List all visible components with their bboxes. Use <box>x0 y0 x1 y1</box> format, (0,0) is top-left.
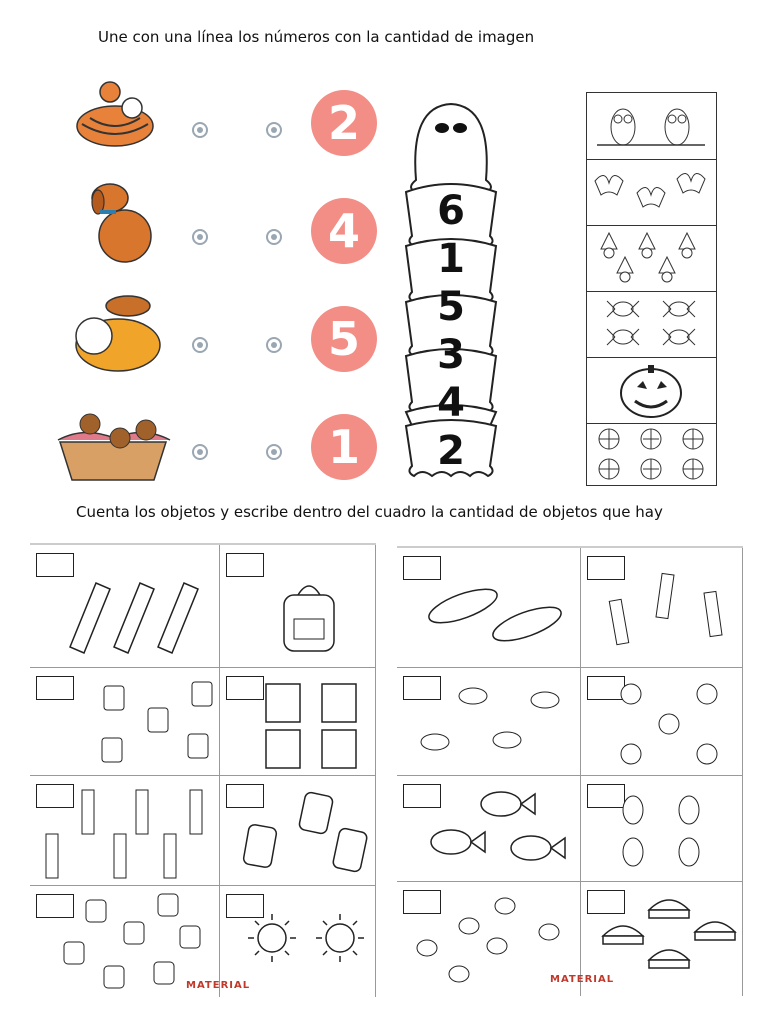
spiders-panel <box>587 291 716 358</box>
count-instruction: Cuenta los objetos y escribe dentro del cuadro la cantidad de objetos que hay <box>76 503 663 521</box>
teddy-bear-icon <box>615 676 735 772</box>
match-dot-right-4[interactable] <box>266 444 282 460</box>
number-circle: 5 <box>311 306 377 372</box>
witch-icon <box>587 225 715 289</box>
mouse-icon <box>615 790 725 874</box>
count-cell-teddy-bears <box>581 668 743 776</box>
count-cell-backpack <box>220 545 376 668</box>
bat-icon <box>587 159 715 223</box>
ghost-number: 6 <box>437 188 465 234</box>
pumpkin-icon <box>587 357 715 421</box>
match-instruction: Une con una línea los números con la cantidad de imagen <box>98 28 535 46</box>
count-cell-pencils <box>30 545 220 668</box>
count-grid-right <box>397 546 743 996</box>
fish-icon <box>427 786 577 876</box>
material-logo: MATERIAL <box>550 974 615 985</box>
backpack-icon <box>58 892 218 994</box>
answer-box[interactable] <box>36 553 74 577</box>
book-icon <box>260 678 372 770</box>
count-cell-rulers <box>30 776 220 886</box>
cat-on-cat-illustration <box>68 290 164 380</box>
sharpener-icon <box>66 676 216 772</box>
pencil-icon <box>607 570 731 656</box>
frog-icon <box>413 892 573 992</box>
match-dot-left-3[interactable] <box>192 337 208 353</box>
cats-illustration <box>70 74 160 154</box>
backpack-icon <box>270 569 354 659</box>
burger-icon <box>597 890 743 994</box>
sun-icon <box>240 908 370 968</box>
dog-illustration <box>80 178 160 266</box>
halloween-panel-column <box>586 92 717 486</box>
spider-icon <box>587 291 715 355</box>
count-cell-mice <box>581 776 743 882</box>
count-cell-pencils-right <box>581 548 743 668</box>
answer-box[interactable] <box>226 553 264 577</box>
ghost-number: 5 <box>437 284 465 330</box>
owl-icon <box>587 93 715 157</box>
count-grid-left <box>30 543 376 997</box>
count-cell-corn <box>397 548 581 668</box>
number-circle: 1 <box>311 414 377 480</box>
ghost-number: 2 <box>437 428 465 474</box>
count-cell-erasers <box>220 776 376 886</box>
count-cell-ants <box>397 668 581 776</box>
number-circle: 4 <box>311 198 377 264</box>
ant-icon <box>413 672 577 772</box>
ruler-icon <box>40 784 216 882</box>
number-circle: 2 <box>311 90 377 156</box>
ghost-number: 1 <box>437 236 465 282</box>
match-dot-right-3[interactable] <box>266 337 282 353</box>
match-dot-right-1[interactable] <box>266 122 282 138</box>
answer-box[interactable] <box>403 556 441 580</box>
ghost-number: 4 <box>437 380 465 426</box>
corn-icon <box>423 580 573 656</box>
ghost-number: 3 <box>437 332 465 378</box>
witches-panel <box>587 225 716 292</box>
spiderweb-icon <box>587 423 715 485</box>
count-cell-pencil-sharpeners <box>30 668 220 776</box>
count-cell-fish <box>397 776 581 882</box>
match-dot-left-2[interactable] <box>192 229 208 245</box>
match-dot-right-2[interactable] <box>266 229 282 245</box>
eraser-icon <box>236 788 372 880</box>
material-logo: MATERIAL <box>186 980 251 991</box>
puppies-basket-illustration <box>54 402 174 486</box>
match-dot-left-4[interactable] <box>192 444 208 460</box>
count-cell-books <box>220 668 376 776</box>
owls-panel <box>587 93 716 160</box>
match-dot-left-1[interactable] <box>192 122 208 138</box>
pumpkin-panel <box>587 357 716 424</box>
answer-box[interactable] <box>226 676 264 700</box>
pencil-icon <box>66 577 206 653</box>
spiderwebs-panel <box>587 423 716 485</box>
bats-panel <box>587 159 716 226</box>
